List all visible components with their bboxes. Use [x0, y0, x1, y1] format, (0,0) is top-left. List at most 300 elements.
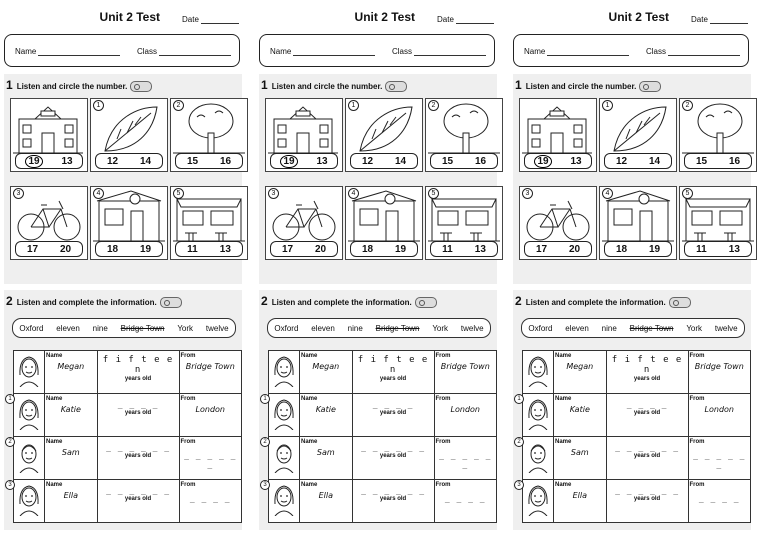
- number-choices: [430, 153, 498, 169]
- age-cell[interactable]: [606, 394, 688, 437]
- date-field: [691, 15, 748, 24]
- from-label: From: [180, 353, 196, 359]
- from-label: From: [689, 482, 705, 488]
- section-1: [4, 74, 242, 284]
- name-cell: [300, 437, 353, 480]
- name-cell: [300, 480, 353, 523]
- number-option[interactable]: 11: [696, 243, 707, 255]
- number-option[interactable]: 11: [442, 243, 453, 255]
- section-instruction: Listen and circle the number.: [271, 82, 383, 91]
- row-number-badge: 1: [5, 394, 15, 404]
- girl-portrait: [14, 351, 44, 389]
- cd-audio-icon[interactable]: [160, 297, 182, 308]
- date-line[interactable]: [456, 15, 494, 24]
- word-bank-item: nine: [347, 323, 363, 333]
- years-old-label: years old: [633, 453, 661, 459]
- girl-portrait: [523, 480, 553, 518]
- test-sheet: [257, 0, 497, 543]
- years-old-label: years old: [124, 410, 152, 416]
- item-number-badge: 4: [602, 188, 613, 199]
- test-sheet: [2, 0, 242, 543]
- section-1-heading: [515, 78, 661, 92]
- from-cell[interactable]: [434, 351, 496, 394]
- age-answer[interactable]: f i f t e e n: [611, 355, 683, 375]
- class-field: [137, 47, 231, 56]
- from-cell[interactable]: [179, 480, 241, 523]
- item-number-badge: 3: [522, 188, 533, 199]
- number-choices: [270, 153, 338, 169]
- number-choices: [524, 153, 592, 169]
- age-cell[interactable]: [97, 351, 179, 394]
- age-answer[interactable]: _ _ _ _ _ _: [106, 443, 171, 452]
- name-label: Name: [15, 47, 37, 56]
- word-bank-item: nine: [601, 323, 617, 333]
- section-2-heading: [6, 294, 182, 308]
- name-value: Sam: [570, 448, 589, 457]
- years-old-label: years old: [124, 496, 152, 502]
- item-number-badge: 4: [93, 188, 104, 199]
- number-option[interactable]: 19: [280, 155, 297, 168]
- years-old-label: years old: [633, 376, 661, 382]
- word-bank-item: York: [686, 323, 703, 333]
- girl-portrait: [14, 394, 44, 432]
- number-option[interactable]: 15: [695, 155, 708, 167]
- number-choices: [175, 241, 243, 257]
- cd-audio-icon[interactable]: [385, 81, 407, 92]
- number-choices: [15, 241, 83, 257]
- age-answer[interactable]: _ _ _ _: [626, 400, 668, 409]
- number-option[interactable]: 18: [361, 243, 374, 255]
- picture-cell-bike: [519, 186, 597, 260]
- from-answer[interactable]: _ _ _ _: [189, 494, 231, 503]
- portrait-cell: [8, 437, 45, 480]
- name-cell: [300, 394, 353, 437]
- number-option[interactable]: 19: [25, 155, 42, 168]
- picture-cell-shop: [90, 186, 168, 260]
- row-number-badge: 1: [260, 394, 270, 404]
- age-answer[interactable]: f i f t e e n: [357, 355, 429, 375]
- table-row: [523, 480, 751, 523]
- table-row: [14, 351, 242, 394]
- picture-cell-school: [10, 98, 88, 172]
- number-option[interactable]: 15: [441, 155, 454, 167]
- from-cell[interactable]: [688, 437, 750, 480]
- from-cell[interactable]: [688, 351, 750, 394]
- years-old-label: years old: [379, 410, 407, 416]
- portrait-cell: [269, 351, 300, 394]
- word-bank: [267, 318, 491, 338]
- picture-cell-leaf: [90, 98, 168, 172]
- name-field: [524, 47, 629, 56]
- table-row: [14, 480, 242, 523]
- number-option[interactable]: 20: [568, 243, 581, 255]
- picture-cell-tree: [425, 98, 503, 172]
- name-cell: [45, 351, 98, 394]
- name-cell: [45, 480, 98, 523]
- table-row: [14, 394, 242, 437]
- item-number-badge: 5: [173, 188, 184, 199]
- from-answer[interactable]: London: [195, 405, 225, 414]
- number-option[interactable]: 17: [26, 243, 39, 255]
- picture-cell-shop: [345, 186, 423, 260]
- name-class-box: [259, 34, 495, 67]
- table-row: [269, 480, 497, 523]
- name-label: Name: [46, 482, 63, 488]
- name-label: Name: [555, 353, 572, 359]
- item-number-badge: 2: [173, 100, 184, 111]
- age-cell[interactable]: [606, 437, 688, 480]
- number-choices: [350, 153, 418, 169]
- name-value: Megan: [312, 362, 340, 371]
- number-choices: [524, 241, 592, 257]
- picture-cell-tree: [170, 98, 248, 172]
- girl-portrait: [14, 480, 44, 518]
- number-option[interactable]: 15: [186, 155, 199, 167]
- date-label: Date: [182, 15, 199, 24]
- from-answer[interactable]: _ _ _ _ _ _: [693, 451, 746, 469]
- from-cell[interactable]: [179, 394, 241, 437]
- row-number-badge: 3: [260, 480, 270, 490]
- name-label: Name: [301, 439, 318, 445]
- name-value: Megan: [566, 362, 594, 371]
- from-cell[interactable]: [434, 437, 496, 480]
- age-cell[interactable]: [352, 351, 434, 394]
- table-row: [269, 437, 497, 480]
- class-line[interactable]: [668, 47, 740, 56]
- from-cell[interactable]: [179, 437, 241, 480]
- age-cell[interactable]: [352, 437, 434, 480]
- number-option[interactable]: 16: [219, 155, 232, 167]
- section-2-heading: [515, 294, 691, 308]
- name-value: Katie: [315, 405, 336, 414]
- item-number-badge: 1: [348, 100, 359, 111]
- name-label: Name: [555, 439, 572, 445]
- table-row: [269, 351, 497, 394]
- row-number-badge: 2: [514, 437, 524, 447]
- girl-portrait: [269, 480, 299, 518]
- section-2-heading: [261, 294, 437, 308]
- word-bank-item: twelve: [714, 323, 738, 333]
- name-field: [270, 47, 375, 56]
- school-picture: [266, 99, 342, 157]
- name-label: Name: [46, 353, 63, 359]
- number-choices: [95, 153, 163, 169]
- picture-cell-school: [519, 98, 597, 172]
- from-label: From: [435, 353, 451, 359]
- row-number-badge: 2: [5, 437, 15, 447]
- number-choices: [350, 241, 418, 257]
- number-option[interactable]: 13: [570, 155, 582, 167]
- from-cell[interactable]: [434, 394, 496, 437]
- from-answer[interactable]: London: [704, 405, 734, 414]
- years-old-label: years old: [633, 496, 661, 502]
- section-number: 2: [515, 294, 522, 308]
- from-label: From: [180, 396, 196, 402]
- section-instruction: Listen and complete the information.: [525, 298, 666, 307]
- section-instruction: Listen and circle the number.: [16, 82, 128, 91]
- word-bank-item: twelve: [205, 323, 229, 333]
- cd-audio-icon[interactable]: [669, 297, 691, 308]
- table-row: [523, 351, 751, 394]
- age-cell[interactable]: [606, 480, 688, 523]
- from-cell[interactable]: [688, 480, 750, 523]
- number-option[interactable]: 20: [59, 243, 72, 255]
- section-1-heading: [261, 78, 407, 92]
- section-instruction: Listen and complete the information.: [271, 298, 412, 307]
- name-cell: [554, 480, 607, 523]
- age-answer[interactable]: _ _ _ _ _ _: [361, 486, 426, 495]
- page-title: Unit 2 Test: [354, 10, 415, 24]
- age-cell[interactable]: [352, 394, 434, 437]
- from-label: From: [689, 396, 705, 402]
- date-label: Date: [691, 15, 708, 24]
- number-option[interactable]: 12: [361, 155, 374, 167]
- number-option[interactable]: 17: [281, 243, 294, 255]
- section-number: 2: [261, 294, 268, 308]
- school-picture: [11, 99, 87, 157]
- date-label: Date: [437, 15, 454, 24]
- from-cell[interactable]: [179, 351, 241, 394]
- age-answer[interactable]: _ _ _ _: [372, 400, 414, 409]
- name-value: Ella: [63, 491, 78, 500]
- portrait-cell: [517, 480, 554, 523]
- picture-cell-tree: [679, 98, 757, 172]
- number-choices: [430, 241, 498, 257]
- picture-cell-shop: [599, 186, 677, 260]
- number-choices: [684, 241, 752, 257]
- number-option[interactable]: 18: [615, 243, 628, 255]
- from-answer[interactable]: Bridge Town: [185, 362, 235, 371]
- picture-cell-cafe: [679, 186, 757, 260]
- name-class-box: [4, 34, 240, 67]
- row-number-badge: 3: [514, 480, 524, 490]
- word-bank-item: Oxford: [274, 323, 299, 333]
- word-bank-item: nine: [92, 323, 108, 333]
- name-label: Name: [301, 396, 318, 402]
- picture-cell-cafe: [170, 186, 248, 260]
- years-old-label: years old: [379, 496, 407, 502]
- number-option[interactable]: 17: [535, 243, 548, 255]
- item-number-badge: 3: [13, 188, 24, 199]
- years-old-label: years old: [633, 410, 661, 416]
- cd-audio-icon[interactable]: [415, 297, 437, 308]
- portrait-cell: [517, 394, 554, 437]
- age-answer[interactable]: _ _ _ _ _ _: [615, 443, 680, 452]
- word-bank-item: twelve: [460, 323, 484, 333]
- name-label: Name: [555, 396, 572, 402]
- age-cell[interactable]: [97, 437, 179, 480]
- name-cell: [554, 394, 607, 437]
- cd-audio-icon[interactable]: [639, 81, 661, 92]
- from-answer[interactable]: Bridge Town: [440, 362, 490, 371]
- portrait-cell: [263, 437, 300, 480]
- school-picture: [520, 99, 596, 157]
- number-choices: [270, 241, 338, 257]
- picture-cell-cafe: [425, 186, 503, 260]
- class-line[interactable]: [414, 47, 486, 56]
- picture-cell-bike: [10, 186, 88, 260]
- name-line[interactable]: [293, 47, 375, 56]
- page-title: Unit 2 Test: [99, 10, 160, 24]
- number-option[interactable]: 14: [394, 155, 407, 167]
- number-option[interactable]: 16: [728, 155, 741, 167]
- name-value: Sam: [61, 448, 80, 457]
- class-label: Class: [392, 47, 413, 56]
- section-number: 2: [6, 294, 13, 308]
- from-label: From: [689, 353, 705, 359]
- number-option[interactable]: 13: [316, 155, 328, 167]
- age-cell[interactable]: [606, 351, 688, 394]
- number-option[interactable]: 19: [394, 243, 407, 255]
- class-field: [392, 47, 486, 56]
- from-label: From: [435, 396, 451, 402]
- section-number: 1: [261, 78, 268, 92]
- section-1: [259, 74, 497, 284]
- portrait-cell: [517, 437, 554, 480]
- age-answer[interactable]: _ _ _ _: [117, 400, 159, 409]
- number-option[interactable]: 14: [648, 155, 661, 167]
- item-number-badge: 2: [682, 100, 693, 111]
- number-option[interactable]: 12: [615, 155, 628, 167]
- number-choices: [604, 241, 672, 257]
- number-option[interactable]: 13: [474, 243, 486, 255]
- boy-portrait: [14, 437, 44, 475]
- number-option[interactable]: 14: [139, 155, 152, 167]
- from-answer[interactable]: London: [450, 405, 480, 414]
- picture-cell-school: [265, 98, 343, 172]
- from-answer[interactable]: _ _ _ _: [698, 494, 740, 503]
- name-line[interactable]: [547, 47, 629, 56]
- from-answer[interactable]: Bridge Town: [694, 362, 744, 371]
- cd-audio-icon[interactable]: [130, 81, 152, 92]
- section-2: [4, 290, 242, 530]
- number-option[interactable]: 20: [314, 243, 327, 255]
- girl-portrait: [269, 394, 299, 432]
- portrait-cell: [263, 394, 300, 437]
- item-number-badge: 1: [602, 100, 613, 111]
- item-number-badge: 3: [268, 188, 279, 199]
- from-label: From: [435, 439, 451, 445]
- section-1: [513, 74, 751, 284]
- name-label: Name: [270, 47, 292, 56]
- portrait-cell: [8, 480, 45, 523]
- number-option[interactable]: 12: [106, 155, 119, 167]
- word-bank-item: eleven: [56, 323, 80, 333]
- age-answer[interactable]: _ _ _ _ _ _: [615, 486, 680, 495]
- section-2: [259, 290, 497, 530]
- row-number-badge: 2: [260, 437, 270, 447]
- table-row: [523, 437, 751, 480]
- from-answer[interactable]: _ _ _ _ _ _: [439, 451, 492, 469]
- date-line[interactable]: [710, 15, 748, 24]
- name-cell: [554, 351, 607, 394]
- section-number: 1: [515, 78, 522, 92]
- number-option[interactable]: 19: [648, 243, 661, 255]
- girl-portrait: [523, 394, 553, 432]
- from-cell[interactable]: [434, 480, 496, 523]
- word-bank-item: eleven: [565, 323, 589, 333]
- section-1-heading: [6, 78, 152, 92]
- number-choices: [175, 153, 243, 169]
- number-option[interactable]: 11: [187, 243, 198, 255]
- section-2: [513, 290, 751, 530]
- age-answer[interactable]: _ _ _ _ _ _: [361, 443, 426, 452]
- girl-portrait: [269, 351, 299, 389]
- from-cell[interactable]: [688, 394, 750, 437]
- age-answer[interactable]: _ _ _ _ _ _: [106, 486, 171, 495]
- from-label: From: [180, 439, 196, 445]
- word-bank-item: Bridge Town: [120, 323, 165, 333]
- name-label: Name: [301, 353, 318, 359]
- picture-cell-leaf: [599, 98, 677, 172]
- name-value: Sam: [316, 448, 335, 457]
- number-option[interactable]: 13: [728, 243, 740, 255]
- section-instruction: Listen and complete the information.: [16, 298, 157, 307]
- name-cell: [554, 437, 607, 480]
- section-number: 1: [6, 78, 13, 92]
- name-cell: [45, 437, 98, 480]
- table-row: [523, 394, 751, 437]
- age-cell[interactable]: [97, 480, 179, 523]
- date-line[interactable]: [201, 15, 239, 24]
- info-table: [517, 350, 751, 523]
- test-sheet: [511, 0, 751, 543]
- years-old-label: years old: [124, 453, 152, 459]
- number-option[interactable]: 19: [534, 155, 551, 168]
- girl-portrait: [523, 351, 553, 389]
- age-cell[interactable]: [97, 394, 179, 437]
- number-option[interactable]: 19: [139, 243, 152, 255]
- word-bank-item: York: [432, 323, 449, 333]
- date-field: [182, 15, 239, 24]
- name-field: [15, 47, 120, 56]
- from-answer[interactable]: _ _ _ _: [444, 494, 486, 503]
- years-old-label: years old: [379, 376, 407, 382]
- word-bank-item: Oxford: [528, 323, 553, 333]
- name-class-box: [513, 34, 749, 67]
- number-choices: [15, 153, 83, 169]
- age-cell[interactable]: [352, 480, 434, 523]
- number-choices: [95, 241, 163, 257]
- number-option[interactable]: 13: [219, 243, 231, 255]
- class-field: [646, 47, 740, 56]
- word-bank-item: Oxford: [19, 323, 44, 333]
- class-label: Class: [646, 47, 667, 56]
- row-number-badge: 1: [514, 394, 524, 404]
- number-option[interactable]: 16: [474, 155, 487, 167]
- name-line[interactable]: [38, 47, 120, 56]
- number-option[interactable]: 18: [106, 243, 119, 255]
- portrait-cell: [263, 480, 300, 523]
- number-option[interactable]: 13: [61, 155, 73, 167]
- portrait-cell: [523, 351, 554, 394]
- name-cell: [45, 394, 98, 437]
- name-label: Name: [555, 482, 572, 488]
- page-title: Unit 2 Test: [608, 10, 669, 24]
- years-old-label: years old: [379, 453, 407, 459]
- class-line[interactable]: [159, 47, 231, 56]
- item-number-badge: 2: [428, 100, 439, 111]
- from-label: From: [180, 482, 196, 488]
- word-bank-item: York: [177, 323, 194, 333]
- word-bank-item: eleven: [311, 323, 335, 333]
- name-value: Ella: [318, 491, 333, 500]
- name-value: Katie: [569, 405, 590, 414]
- from-answer[interactable]: _ _ _ _ _ _: [184, 451, 237, 469]
- age-answer[interactable]: f i f t e e n: [102, 355, 174, 375]
- name-label: Name: [301, 482, 318, 488]
- item-number-badge: 5: [682, 188, 693, 199]
